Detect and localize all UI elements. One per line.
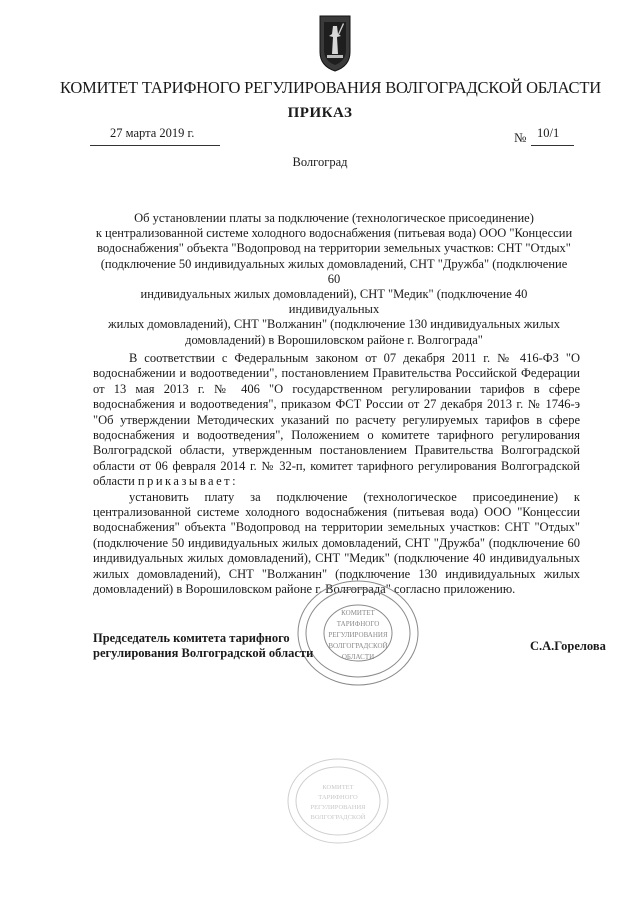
seal-line: КОМИТЕТ [341,609,375,617]
document-date: 27 марта 2019 г. [110,126,195,140]
title-line: (подключение 50 индивидуальных жилых домовладений, СНТ "Дружба" (подключение 60 [100,256,568,286]
signatory-position-line: Председатель комитета тарифного [93,631,290,645]
faded-seal-imprint [283,755,393,847]
date-underline [90,145,220,146]
document-type: ПРИКАЗ [287,105,353,121]
city: Волгоград [292,155,348,169]
preamble-text: В соответствии с Федеральным законом от 07 декабря 2011 г. № 416-ФЗ "О водоснабжении и водоотведении", постановлением Правительства Российской Федерации от 13 мая 2013 г. № 406 "О государственном регулировании тарифов в сфере водоснабжения и водоотведения", приказом ФСТ России от 27 декабря 2013 г. № 1746-э "Об утверждении Методических указаний по расчету регулируемых тарифов в сфере водоснабжения и водоотведения", Положением о комитете тарифного регулирования Волгоградской области, утвержденным постановлением Правительства Волгоградской области от 06 февраля 2014 г. № 32-п, комитет тарифного регулирования Волгоградской области [93,351,580,489]
preamble-paragraph [93,351,580,490]
decision-paragraph: установить плату за подключение (технологическое присоединение) к централизованной системе холодного водоснабжения (питьевая вода) ООО "Концессии водоснабжения" объекта "Водопровод на территории земельных участков: СНТ "Отдых" (подключение 50 индивидуальных жилых домовладений, СНТ "Дружба" (подключение 60 индивидуальных жилых домовладений), СНТ "Медик" (подключение 40 индивидуальных жилых домовладений), СНТ "Волжанин" (подключение 130 индивидуальных жилых домовладений) в Ворошиловском районе г. Волгограда" согласно приложению. [93,489,580,597]
seal-line: ВОЛГОГРАДСКОЙ [310,814,366,821]
document-number: 10/1 [537,126,560,140]
seal-line: ВОЛГОГРАДСКОЙ [328,642,388,650]
title-line: домовладений) в Ворошиловском районе г. Волгограда" [185,332,483,347]
number-sign: № [514,130,527,145]
order-body [93,351,580,598]
title-line: водоснабжения" объекта "Водопровод на территории земельных участков: СНТ "Отдых" [97,241,571,256]
seal-line: ОБЛАСТИ [341,653,375,661]
seal-line: РЕГУЛИРОВАНИЯ [328,631,388,639]
orders-keyword: приказывает: [137,474,239,489]
title-line: Об установлении платы за подключение (технологическое присоединение) [134,211,534,225]
number-underline [531,145,574,146]
seal-line: ТАРИФНОГО [336,620,380,628]
seal-line: РЕГУЛИРОВАНИЯ [310,804,366,811]
seal-line: КОМИТЕТ [322,784,354,791]
committee-name: КОМИТЕТ ТАРИФНОГО РЕГУЛИРОВАНИЯ ВОЛГОГРАДСКОЙ ОБЛАСТИ [60,78,601,97]
seal-line: ТАРИФНОГО [318,794,358,801]
signatory-position-line: регулирования Волгоградской области [93,646,314,660]
signatory-name: С.А.Горелова [530,639,606,653]
coat-of-arms-icon [318,14,352,72]
signatory-position [93,631,313,661]
title-line: жилых домовладений), СНТ "Волжанин" (подключение 130 индивидуальных жилых [108,317,560,332]
title-line: к централизованной системе холодного водоснабжения (питьевая вода) ООО "Концессии [95,226,573,241]
order-title [95,211,573,348]
title-line: индивидуальных жилых домовладений), СНТ "Медик" (подключение 40 индивидуальных [140,287,528,317]
